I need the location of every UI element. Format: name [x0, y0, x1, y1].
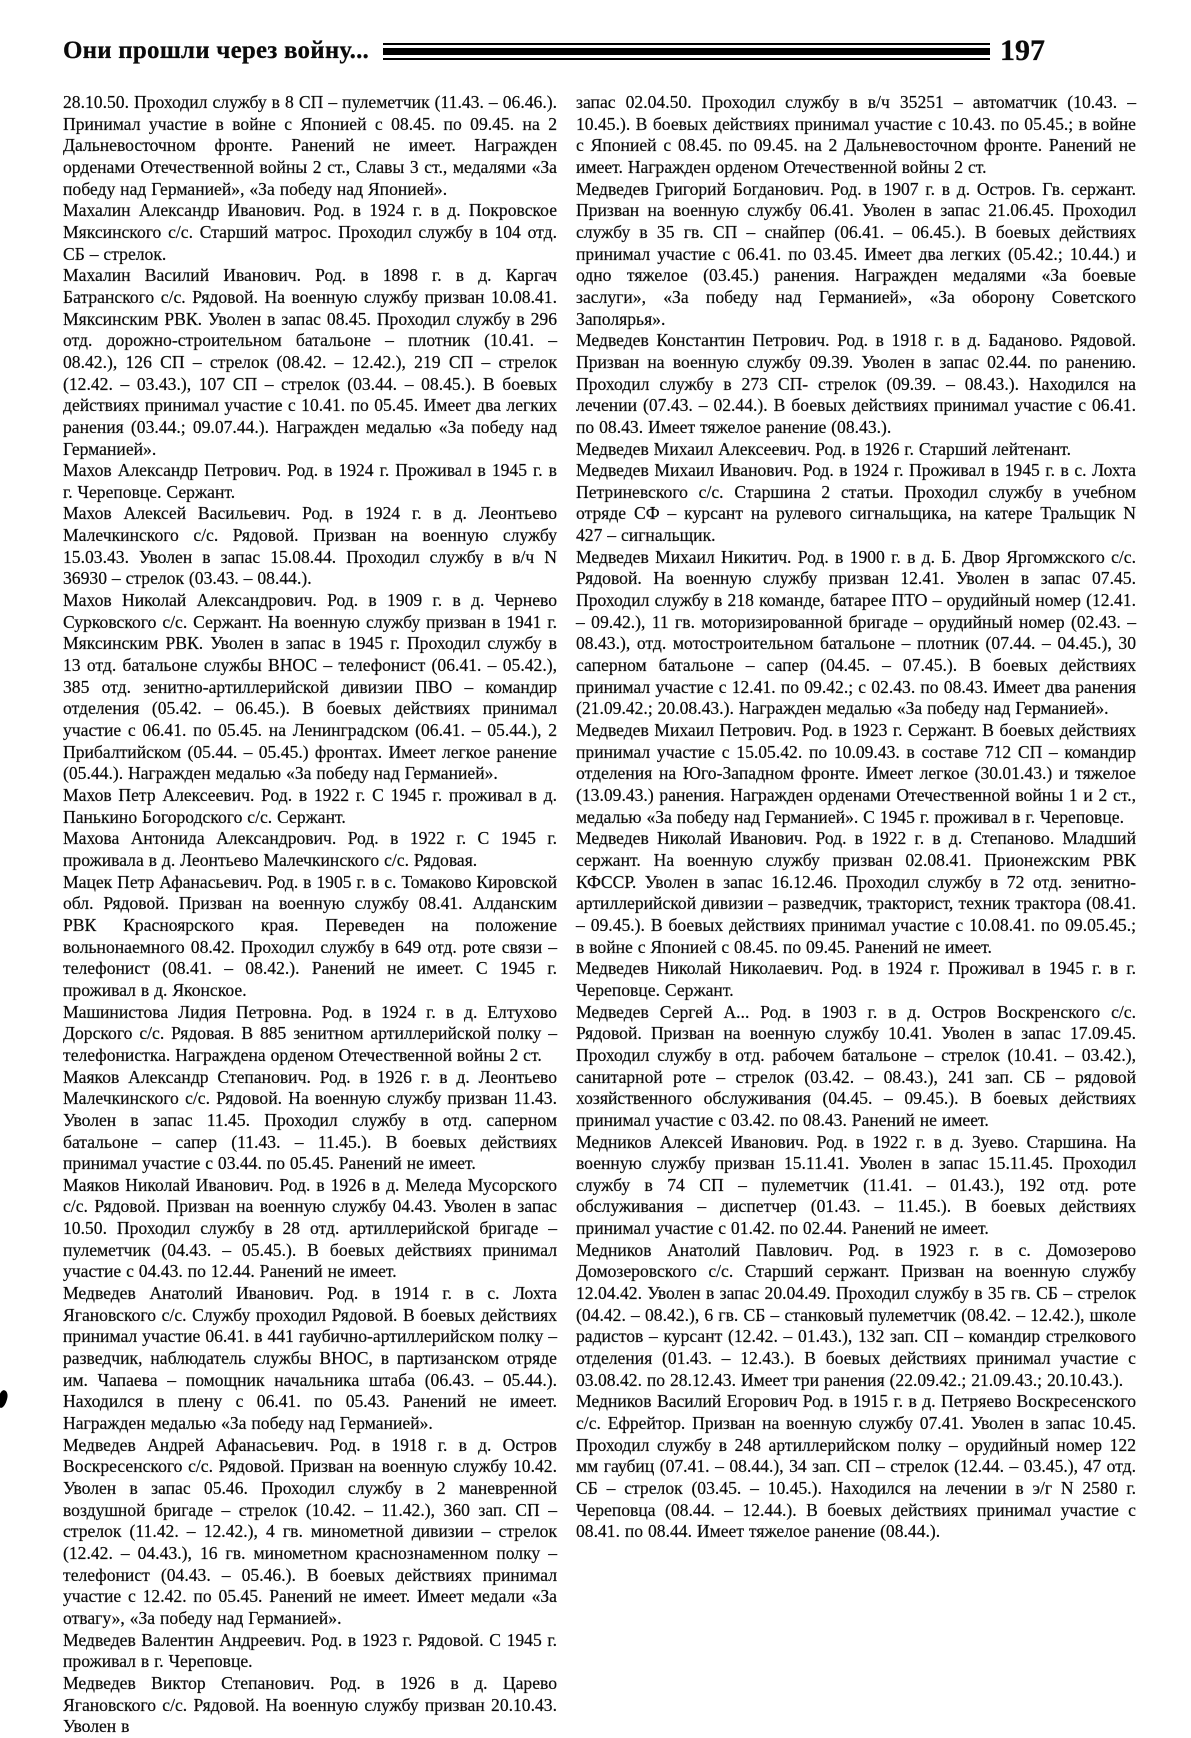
entry-paragraph: Махов Александр Петрович. Род. в 1924 г. Проживал в 1945 г. в г. Череповце. Сержант. [63, 460, 557, 502]
left-column [63, 92, 557, 1738]
entry-paragraph: запас 02.04.50. Проходил службу в в/ч 35251 – автоматчик (10.43. – 10.45.). В боевых действиях принимал участие с 10.43. по 05.45.; в войне с Японией с 08.45. по 09.45. на 2 Дальневосточном фронте. Ранений не имеет. Награжден орденом Отечественной войны 2 ст. [576, 92, 1136, 177]
entry-paragraph: Медведев Константин Петрович. Род. в 1918 г. в д. Баданово. Рядовой. Призван на военную службу 09.39. Уволен в запас 02.44. по ранению. Проходил службу в 273 СП- стрелок (09.39. – 08.43.). Находился на лечении (07.43. – 02.44.). В боевых действиях принимал участие с 06.41. по 08.43. Имеет тяжелое ранение (08.43.). [576, 330, 1136, 437]
entry-paragraph: Медведев Валентин Андреевич. Род. в 1923 г. Рядовой. С 1945 г. проживал в г. Череповце. [63, 1629, 557, 1672]
entry-paragraph: Медведев Григорий Богданович. Род. в 1907 г. в д. Остров. Гв. сержант. Призван на военную службу 06.41. Уволен в запас 21.06.45. Проходил службу в 35 гв. СП – снайпер (06.41. – 06.45.). В боевых действиях принимал участие с 06.41. по 03.45. Имеет два легких (05.42.; 10.44.) и одно тяжелое (03.45.) ранения. Награжден медалями «За боевые заслуги», «За победу над Германией», «За оборону Советского Заполярья». [576, 178, 1136, 329]
page-title: Они прошли через войну... [63, 37, 369, 64]
entry-paragraph: Маяков Александр Степанович. Род. в 1926 г. в д. Леонтьево Малечкинского с/с. Рядовой. На военную службу призван 11.43. Уволен в запас 11.45. Проходил службу в отд. саперном батальоне – сапер (11.43. – 11.45.). В боевых действиях принимал участие с 03.44. по 05.45. Ранений не имеет. [63, 1066, 557, 1174]
header-rule-thick-band [383, 48, 990, 55]
page-number: 197 [1000, 34, 1045, 67]
right-column [576, 92, 1136, 1543]
entry-paragraph: Махалин Александр Иванович. Род. в 1924 г. в д. Покровское Мяксинского с/с. Старший матрос. Проходил службу в 104 отд. СБ – стрелок. [63, 200, 557, 264]
entry-paragraph: Медников Василий Егорович Род. в 1915 г. в д. Петряево Воскресенского с/с. Ефрейтор. Призван на военную службу 07.41. Уволен в запас 10.45. Проходил службу в 248 артиллерийском полку – орудийный номер 122 мм гаубиц (07.41. – 08.44.), 34 зап. СП – стрелок (12.44. – 03.45.), 47 отд. СБ – стрелок (03.45. – 10.45.). Находился на лечении в э/г N 2580 г. Череповца (08.44. – 12.44.). В боевых действиях принимал участие с 08.41. по 08.44. Имеет тяжелое ранение (08.44.). [576, 1391, 1136, 1542]
entry-paragraph: Махов Петр Алексеевич. Род. в 1922 г. С 1945 г. проживал в д. Панькино Богородского с/с. Сержант. [63, 785, 557, 827]
entry-paragraph: Махов Николай Александрович. Род. в 1909 г. в д. Чернево Сурковского с/с. Сержант. На военную службу призван в 1941 г. Мяксинским РВК. Уволен в запас в 1945 г. Проходил службу в 13 отд. батальоне службы ВНОС – телефонист (06.41. – 05.42.), 385 отд. зенитно-артиллерийской дивизии ПВО – командир отделения (05.42. – 06.45.). В боевых действиях принимал участие с 06.41. по 05.45. на Ленинградском (06.41. – 05.44.), 2 Прибалтийском (05.44. – 05.45.) фронтах. Имеет легкое ранение (05.44.). Награжден медалью «За победу над Германией». [63, 590, 557, 784]
page-header [63, 34, 1045, 68]
header-rule [383, 43, 990, 60]
entry-paragraph: Медведев Михаил Петрович. Род. в 1923 г. Сержант. В боевых действиях принимал участие с 15.05.42. по 10.09.43. в составе 712 СП – командир отделения на Юго-Западном фронте. Имеет легкое (30.01.43.) и тяжелое (13.09.43.) ранения. Награжден орденами Отечественной войны 1 и 2 ст., медалью «За победу над Германией». С 1945 г. проживал в г. Череповце. [576, 720, 1136, 827]
entry-paragraph: Медведев Сергей А... Род. в 1903 г. в д. Остров Воскренского с/с. Рядовой. Призван на военную службу 10.41. Уволен в запас 17.09.45. Проходил службу в отд. рабочем батальоне – стрелок (10.41. – 03.42.), санитарной роте – стрелок (03.42. – 08.43.), 241 зап. СБ – рядовой хозяйственного обслуживания (04.45. – 09.45.). В боевых действиях принимал участие с 03.42. по 08.43. Ранений не имеет. [576, 1001, 1136, 1130]
entry-paragraph: Медведев Михаил Алексеевич. Род. в 1926 г. Старший лейтенант. [576, 438, 1072, 459]
entry-paragraph: Медников Алексей Иванович. Род. в 1922 г. в д. Зуево. Старшина. На военную службу призван 15.11.41. Уволен в запас 15.11.45. Проходил службу в 74 СП – пулеметчик (11.41. – 01.43.), 192 отд. роте обслуживания – диспетчер (01.43. – 11.45.). В боевых действиях принимал участие с 01.42. по 02.44. Ранений не имеет. [576, 1131, 1136, 1239]
entry-paragraph: Махов Алексей Васильевич. Род. в 1924 г. в д. Леонтьево Малечкинского с/с. Рядовой. Призван на военную службу 15.03.43. Уволен в запас 15.08.44. Проходил службу в в/ч N 36930 – стрелок (03.43. – 08.44.). [63, 503, 557, 589]
entry-paragraph: Медведев Андрей Афанасьевич. Род. в 1918 г. в д. Остров Воскресенского с/с. Рядовой. Призван на военную службу 10.42. Уволен в запас 05.46. Проходил службу в 2 маневренной воздушной бригаде – стрелок (10.42. – 11.42.), 360 зап. СП – стрелок (11.42. – 12.42.), 4 гв. минометной дивизии – стрелок (12.42. – 04.43.), 16 гв. минометном краснознаменном полку – телефонист (04.43. – 05.46.). В боевых действиях принимал участие с 12.42. по 05.45. Ранений не имеет. Имеет медали «За отвагу», «За победу над Германией». [63, 1434, 557, 1628]
entry-paragraph: Махова Антонида Александрович. Род. в 1922 г. С 1945 г. проживала в д. Леонтьево Малечкинского с/с. Рядовая. [63, 828, 557, 870]
entry-paragraph: Медведев Михаил Иванович. Род. в 1924 г. Проживал в 1945 г. в с. Лохта Петриневского с/с. Старшина 2 статьи. Проходил службу в учебном отряде СФ – курсант на рулевого сигнальщика, на катере Тральщик N 427 – сигнальщик. [576, 460, 1136, 546]
entry-paragraph: Медведев Анатолий Иванович. Род. в 1914 г. в с. Лохта Ягановского с/с. Службу проходил Рядовой. В боевых действиях принимал участие 06.41. в 441 гаубично-артиллерийском полку – разведчик, наблюдатель службы ВНОС, в партизанском отряде им. Чапаева – помощник начальника штаба (06.43. – 05.44.). Находился в плену с 06.41. по 05.43. Ранений не имеет. Награжден медалью «За победу над Германией». [63, 1283, 557, 1434]
entry-paragraph: Махалин Василий Иванович. Род. в 1898 г. в д. Каргач Батранского с/с. Рядовой. На военную службу призван 10.08.41. Мяксинским РВК. Уволен в запас 08.45. Проходил службу в 296 отд. дорожно-строительном батальоне – плотник (10.41. – 08.42.), 126 СП – стрелок (08.42. – 12.42.), 219 СП – стрелок (12.42. – 03.43.), 107 СП – стрелок (03.44. – 08.45.). В боевых действиях принимал участие с 10.41. по 05.45. Имеет два легких ранения (03.44.; 09.07.44.). Награжден медалью «За победу над Германией». [63, 265, 557, 459]
entry-paragraph: Медведев Михаил Никитич. Род. в 1900 г. в д. Б. Двор Яргомжского с/с. Рядовой. На военную службу призван 12.41. Уволен в запас 07.45. Проходил службу в 218 команде, батарее ПТО – орудийный номер (12.41. – 09.42.), 11 гв. моторизированной бригаде – орудийный номер (02.43. – 08.43.), отд. мотостроительном батальоне – плотник (07.44. – 04.45.), 30 саперном батальоне – сапер (04.45. – 07.45.). В боевых действиях принимал участие с 12.41. по 09.42.; с 02.43. по 08.43. Имеет два ранения (21.09.42.; 20.08.43.). Награжден медалью «За победу над Германией». [576, 546, 1136, 719]
entry-paragraph: Медведев Николай Иванович. Род. в 1922 г. в д. Степаново. Младший сержант. На военную службу призван 02.08.41. Прионежским РВК КФССР. Уволен в запас 16.12.46. Проходил службу в 72 отд. зенитно-артиллерийской дивизии – разведчик, тракторист, техник трактора (08.41. – 09.45.). В боевых действиях принимал участие с 10.08.41. по 09.05.45.; в войне с Японией с 08.45. по 09.45. Ранений не имеет. [576, 828, 1136, 957]
entry-paragraph: Медников Анатолий Павлович. Род. в 1923 г. в с. Домозерово Домозеровского с/с. Старший сержант. Призван на военную службу 12.04.42. Уволен в запас 20.04.49. Проходил службу в 35 гв. СБ – стрелок (04.42. – 08.42.), 6 гв. СБ – станковый пулеметчик (08.42. – 12.42.), школе радистов – курсант (12.42. – 01.43.), 132 зап. СП – командир стрелкового отделения (01.43. – 12.43.). В боевых действиях принимал участие с 03.08.42. по 28.12.43. Имеет три ранения (22.09.42.; 21.09.43.; 20.10.43.). [576, 1239, 1136, 1390]
entry-paragraph: Мацек Петр Афанасьевич. Род. в 1905 г. в с. Томаково Кировской обл. Рядовой. Призван на военную службу 08.41. Алданским РВК Красноярского края. Переведен на положение вольнонаемного 08.42. Проходил службу в 649 отд. роте связи – телефонист (08.41. – 08.42.). Ранений не имеет. С 1945 г. проживал в д. Яконское. [63, 871, 557, 1000]
entry-paragraph: Медведев Николай Николаевич. Род. в 1924 г. Проживал в 1945 г. в г. Череповце. Сержант. [576, 958, 1136, 1000]
entry-paragraph: Маяков Николай Иванович. Род. в 1926 в д. Меледа Мусорского с/с. Рядовой. Призван на военную службу 04.43. Уволен в запас 10.50. Проходил службу в 28 отд. артиллерийской бригаде – пулеметчик (04.43. – 05.45.). В боевых действиях принимал участие с 04.43. по 12.44. Ранений не имеет. [63, 1174, 557, 1282]
entry-paragraph: 28.10.50. Проходил службу в 8 СП – пулеметчик (11.43. – 06.46.). Принимал участие в войне с Японией с 08.45. по 09.45. на 2 Дальневосточном фронте. Ранений не имеет. Награжден орденами Отечественной войны 2 ст., Славы 3 ст., медалями «За победу над Германией», «За победу над Японией». [63, 92, 557, 199]
entry-paragraph: Машинистова Лидия Петровна. Род. в 1924 г. в д. Елтухово Дорского с/с. Рядовая. В 885 зенитном артиллерийской полку – телефонистка. Награждена орденом Отечественной войны 2 ст. [63, 1001, 557, 1065]
scan-artifact [0, 1389, 9, 1408]
entry-paragraph: Медведев Виктор Степанович. Род. в 1926 в д. Царево Ягановского с/с. Рядовой. На военную службу призван 20.10.43. Уволен в [63, 1672, 557, 1737]
